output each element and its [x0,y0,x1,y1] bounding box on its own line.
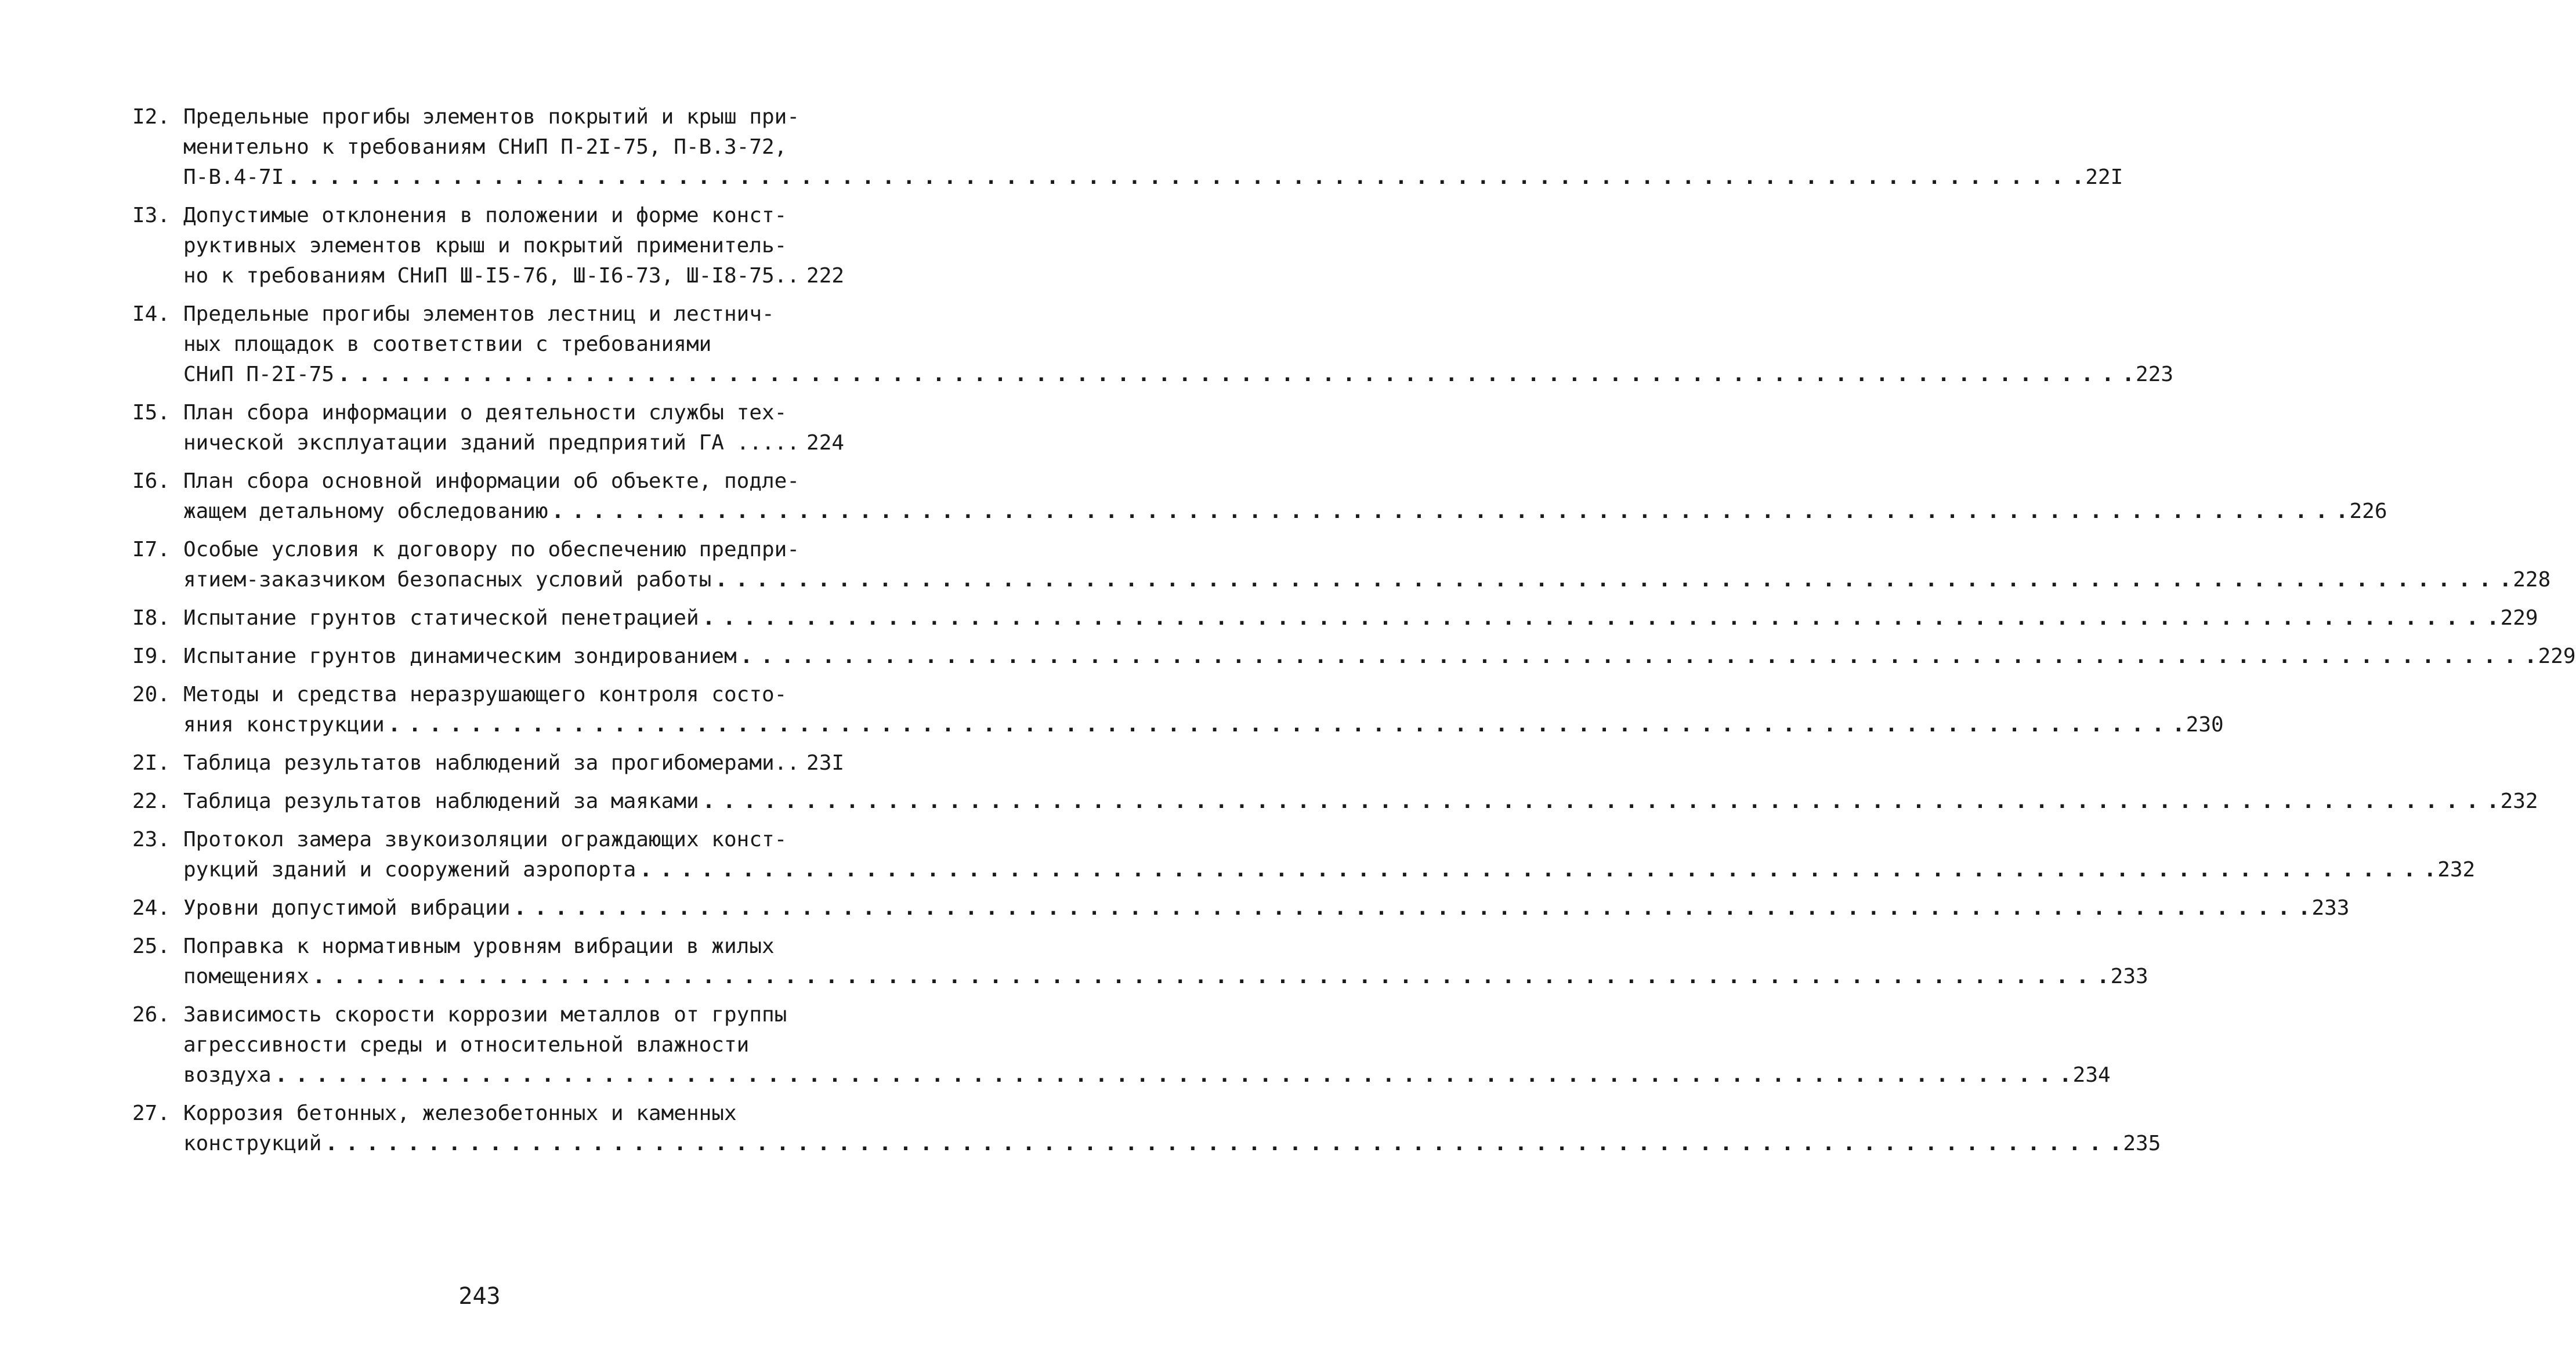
toc-entry-title [183,787,2538,817]
page-number: 243 [458,1283,501,1310]
toc-entry-title-line: Испытание грунтов статической пенетрацией [183,606,699,630]
toc-entry-title-line: яния конструкции [183,713,385,737]
toc-entry-number: 27. [132,1101,171,1125]
toc-entry-title-line: План сбора основной информации об объекте, подле- [183,469,800,493]
toc-entry-last-line [183,603,2538,633]
toc-entry-title-line: менительно к требованиям СНиП П-2I-75, П-В.3-72, [183,135,787,159]
toc-entry-number: I6. [132,469,171,493]
dot-leader [699,787,2501,817]
toc-entry-page: 229 [2500,606,2538,630]
toc-entry-last-line [183,748,845,778]
toc-entry-title-line: Предельные прогибы элементов лестниц и лестнич- [183,302,775,326]
dot-leader [321,1129,2123,1159]
dot-leader [636,855,2437,885]
dot-leader [699,603,2501,633]
toc-entry-last-line [183,710,2224,740]
dot-leader [711,565,2513,595]
toc-entry-title-line: П-В.4-7I [183,165,284,189]
toc-entry-title [183,299,2174,390]
toc-entry-title [183,641,2576,672]
toc-entry [132,603,2538,633]
toc-entry [132,893,2350,923]
toc-entry-last-line [183,360,2174,390]
dot-leader [737,641,2538,672]
toc-entry [132,398,845,458]
toc-entry-page: 223 [2136,363,2174,386]
toc-entry-title-line: ятием-заказчиком безопасных условий работы [183,568,712,592]
toc-entry-last-line [183,787,2538,817]
toc-entry-page: 230 [2186,713,2224,737]
toc-entry-last-line [183,962,2148,992]
toc-entry-last-line [183,1060,2111,1090]
toc-entry-title-line: План сбора информации о деятельности службы тех- [183,401,787,425]
toc-entry-number: 23. [132,828,171,851]
toc-entry [132,787,2538,817]
toc-entry-title [183,398,845,458]
toc-entry-number: 24. [132,896,171,920]
toc-entry [132,102,2123,193]
toc-entry-title-line: Зависимость скорости коррозии металлов от группы [183,1003,787,1027]
toc-entry-number: I8. [132,606,171,630]
toc-entry-title-line: Поправка к нормативным уровням вибрации в жилых [183,934,775,958]
toc-entry-title-line: жащем детальному обследованию [183,499,548,523]
toc-entry-title-line: рукций зданий и сооружений аэропорта [183,858,636,882]
toc-entry-title-line: СНиП П-2I-75 [183,363,335,386]
toc-entry-title [183,825,2476,885]
toc-entry-title-line: нической эксплуатации зданий предприятий ГА ..... [183,431,800,455]
toc-entry-title-line: Коррозия бетонных, железобетонных и каменных [183,1101,737,1125]
toc-entry-title-line: Таблица результатов наблюдений за прогибомерами.. [183,751,800,775]
toc-entry [132,825,2476,885]
toc-entry-page: 232 [2437,858,2476,882]
dot-leader [334,360,2136,390]
toc-entry-page: 23I [806,751,845,775]
toc-entry [132,680,2224,740]
toc-entry [132,641,2576,672]
toc-entry [132,932,2148,992]
toc-entry-title-line: Методы и средства неразрушающего контроля состо- [183,683,787,706]
toc-entry-title-line: Допустимые отклонения в положении и форме конст- [183,204,787,227]
toc-entry-number: 26. [132,1003,171,1027]
toc-entry [132,466,2387,527]
toc-entry [132,535,2551,595]
toc-entry-title-line: Предельные прогибы элементов покрытий и крыш при- [183,105,800,129]
toc-entry-page: 229 [2538,644,2576,668]
toc-entry-title-line: Таблица результатов наблюдений за маяками [183,789,699,813]
toc-entry-page: 233 [2110,965,2148,988]
toc-entry-title [183,603,2538,633]
toc-entry-number: I2. [132,105,171,129]
toc-entry-last-line [183,1129,2161,1159]
toc-entry [132,201,845,291]
toc-entry-title-line: ных площадок в соответствии с требованиями [183,332,712,356]
toc-entry-number: I3. [132,204,171,227]
toc-entry-last-line [183,496,2387,527]
toc-entry-number: I7. [132,538,171,561]
toc-entry-page: 232 [2500,789,2538,813]
toc-entry-last-line [183,261,845,291]
toc-entry [132,1099,2161,1159]
dot-leader [548,496,2350,527]
dot-leader [511,893,2312,923]
toc-entry-title [183,1000,2111,1090]
toc-entry-title [183,1099,2161,1159]
toc-entry-last-line [183,855,2476,885]
toc-entry [132,299,2174,390]
toc-entry-last-line [183,162,2123,193]
toc-entry [132,748,845,778]
toc-entry-title-line: Протокол замера звукоизоляции ограждающих конст- [183,828,787,851]
toc-entry-last-line [183,428,845,458]
toc-entry-title-line: агрессивности среды и относительной влажности [183,1033,750,1057]
dot-leader [385,710,2186,740]
toc-entry-title [183,893,2350,923]
toc-entry-page: 228 [2513,568,2551,592]
toc-entry-page: 226 [2349,499,2387,523]
table-of-contents [132,102,2576,1167]
toc-entry-number: I4. [132,302,171,326]
toc-entry-page: 235 [2123,1132,2161,1155]
toc-entry-title-line: помещениях [183,965,309,988]
dot-leader [284,162,2085,193]
toc-entry-title-line: Особые условия к договору по обеспечению предпри- [183,538,800,561]
toc-entry-page: 233 [2311,896,2350,920]
toc-entry-page: 222 [806,264,845,288]
toc-entry-title-line: воздуха [183,1063,272,1087]
toc-entry-title-line: руктивных элементов крыш и покрытий применитель- [183,234,787,258]
toc-entry-title-line: Испытание грунтов динамическим зондированием [183,644,737,668]
toc-entry-title [183,748,845,778]
toc-entry-number: 20. [132,683,171,706]
toc-entry-title [183,102,2123,193]
toc-entry-number: 22. [132,789,171,813]
toc-entry-number: I9. [132,644,171,668]
toc-entry-title [183,466,2387,527]
toc-entry-title [183,535,2551,595]
toc-entry-page: 224 [806,431,845,455]
toc-entry [132,1000,2111,1090]
toc-entry-title-line: конструкций [183,1132,322,1155]
toc-entry-number: I5. [132,401,171,425]
dot-leader [309,962,2111,992]
toc-entry-title-line: Уровни допустимой вибрации [183,896,511,920]
toc-entry-title-line: но к требованиям СНиП Ш-I5-76, Ш-I6-73, Ш-I8-75.. [183,264,800,288]
toc-entry-number: 2I. [132,751,171,775]
toc-entry-title [183,932,2148,992]
toc-entry-last-line [183,893,2350,923]
toc-entry-page: 234 [2072,1063,2111,1087]
dot-leader [272,1060,2073,1090]
toc-entry-number: 25. [132,934,171,958]
toc-entry-title [183,680,2224,740]
toc-entry-page: 22I [2085,165,2123,189]
toc-entry-last-line [183,565,2551,595]
toc-entry-title [183,201,845,291]
toc-entry-last-line [183,641,2576,672]
